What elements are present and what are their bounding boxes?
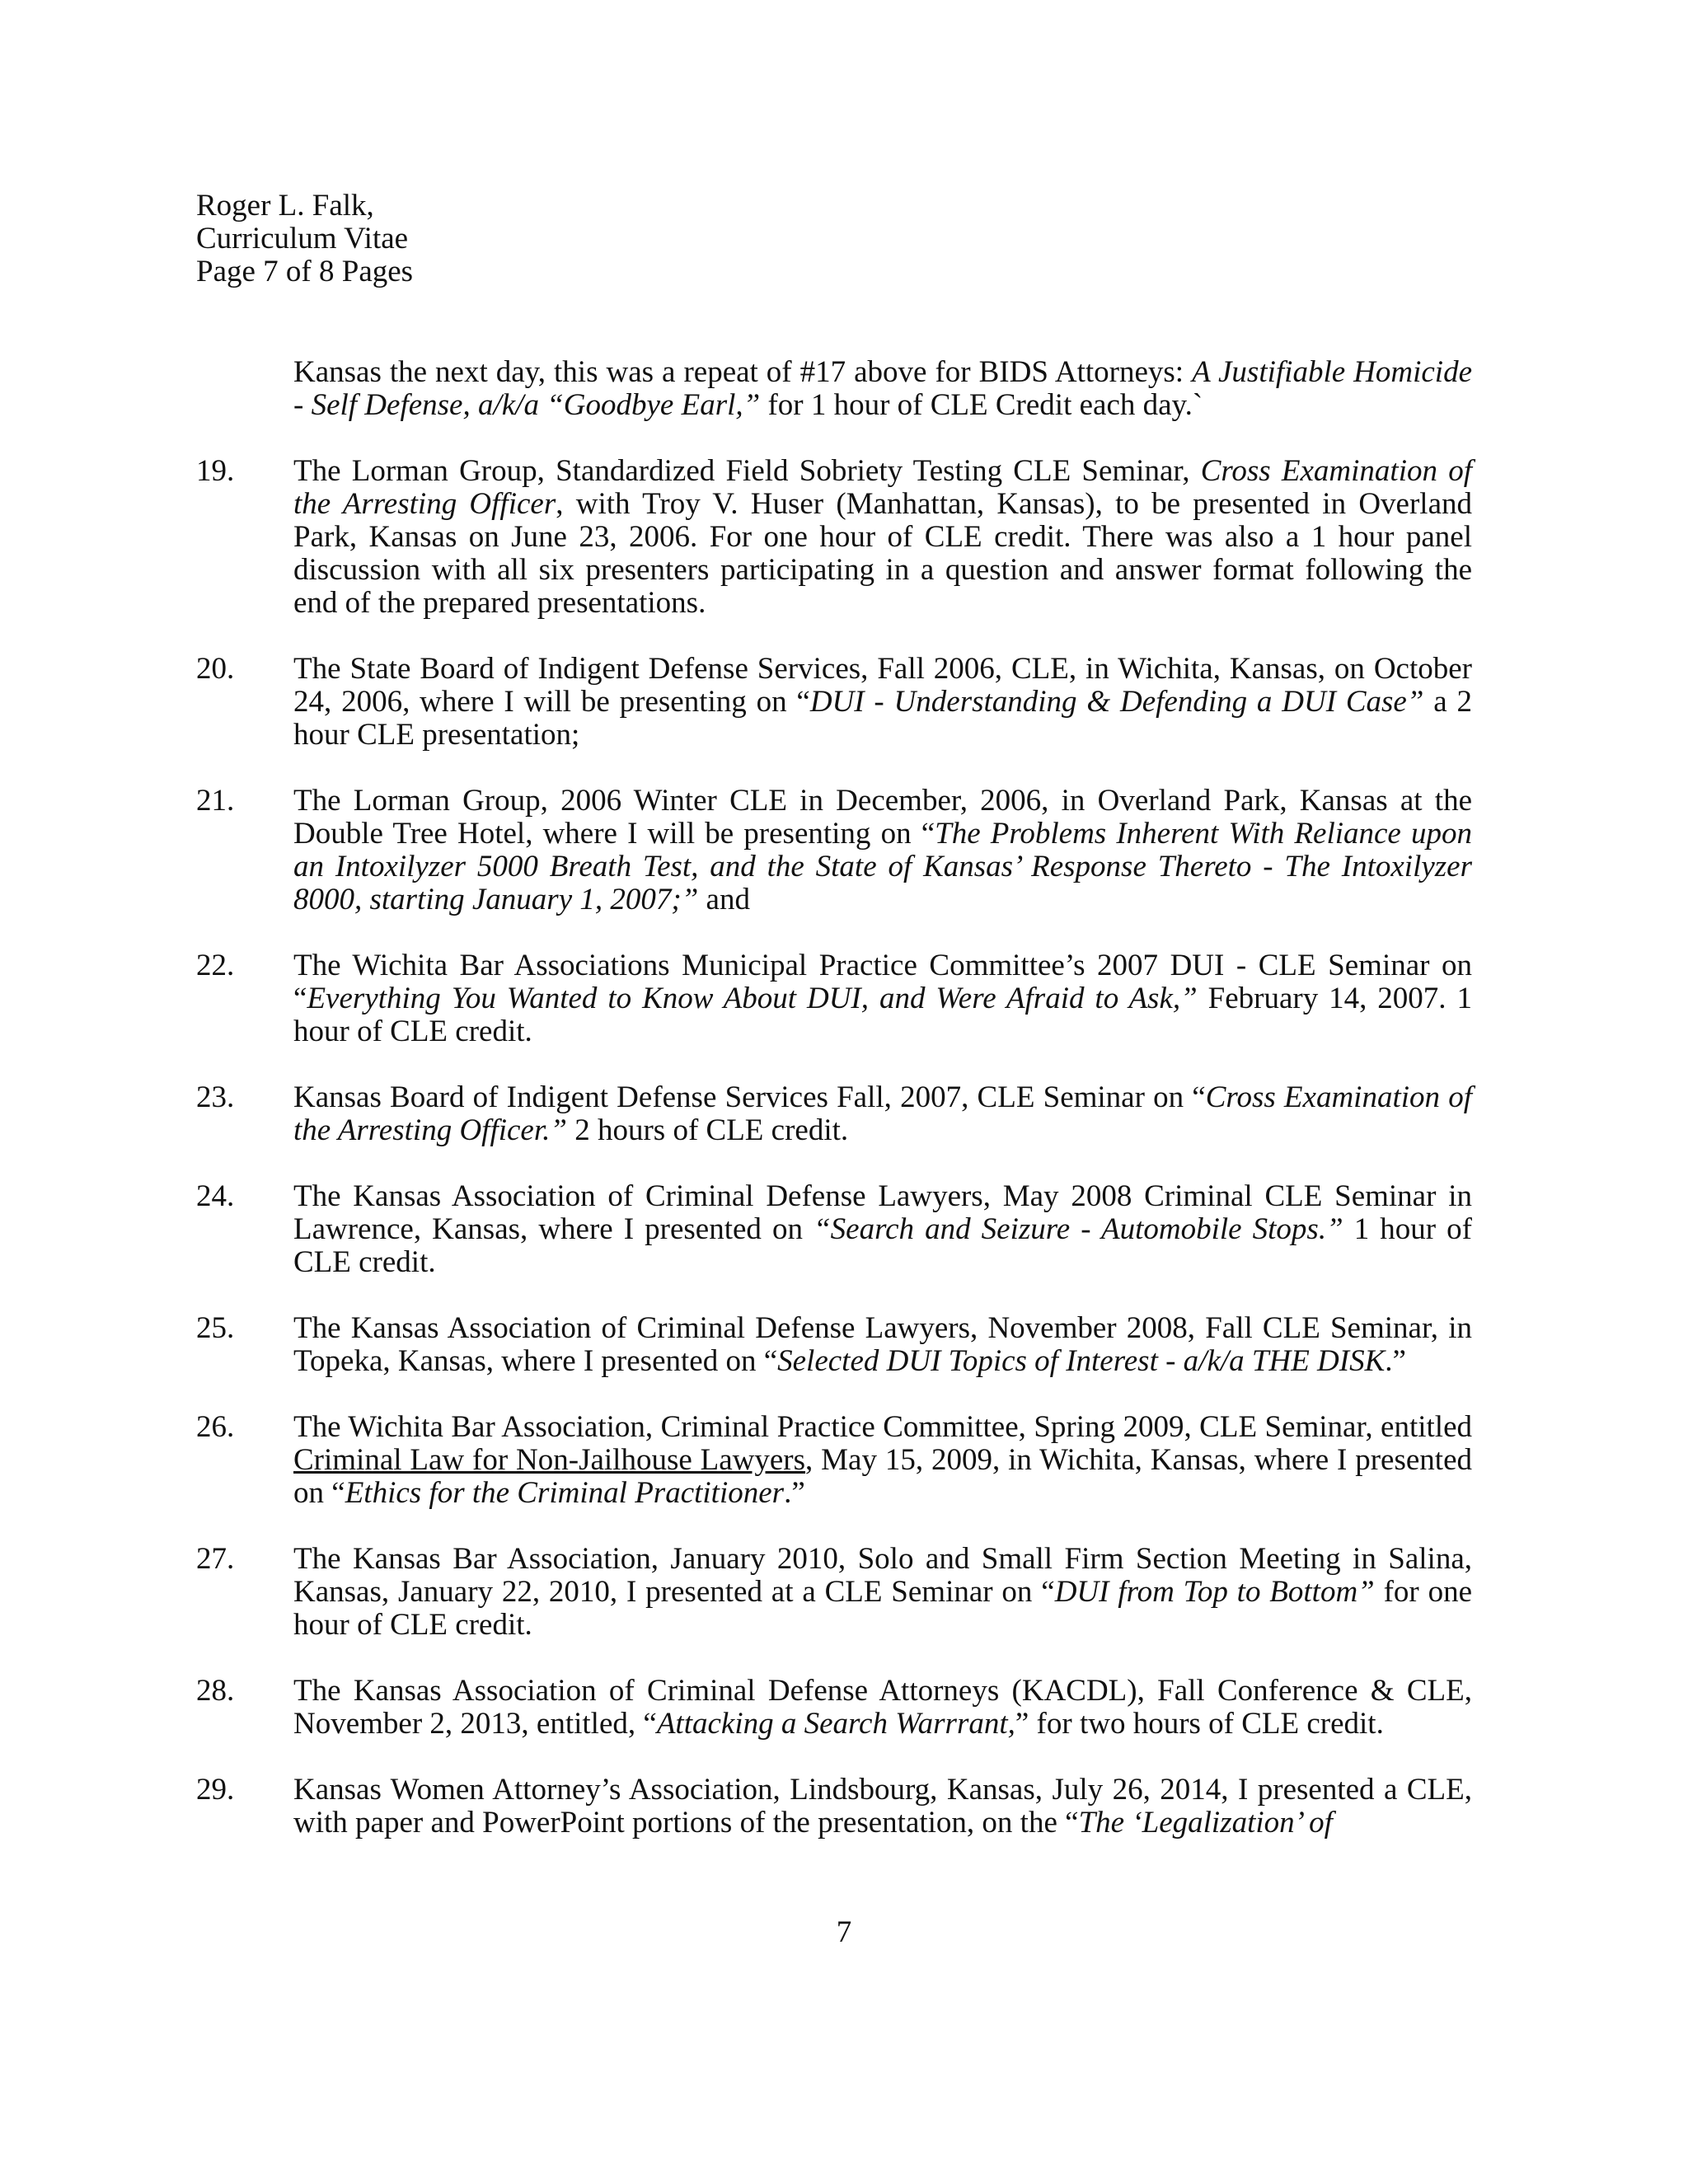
list-item (196, 949, 1472, 1048)
list-item (196, 1543, 1472, 1642)
list-item (196, 785, 1472, 916)
item-text-end: a 2 hour CLE presentation; (293, 685, 1472, 752)
header-page-count: Page 7 of 8 Pages (196, 255, 414, 288)
item-italic-title: Attacking a Search Warrrant, (656, 1707, 1015, 1741)
item-text-end: , with Troy V. Huser (Manhattan, Kansas), to be presented in Overland Park, Kansas on June 23, 2006. For one hour of CLE credit. There was also a 1 hour panel discussion with all six presenters participating in a question and answer format following the end of the prepared presentations. (293, 487, 1472, 620)
item-text: The Kansas Bar Association, January 2010, Solo and Small Firm Section Meeting in Salina, Kansas, January 22, 2010, I presented at a CLE Seminar on “ (293, 1542, 1472, 1609)
item-number: 24. (196, 1179, 235, 1213)
item-number: 19. (196, 454, 235, 488)
page-number: 7 (836, 1915, 852, 1949)
continuation-text: Kansas the next day, this was a repeat of #17 above for BIDS Attorneys: (293, 355, 1193, 389)
item-text: The Wichita Bar Association, Criminal Practice Committee, Spring 2009, CLE Seminar, entitled (293, 1410, 1472, 1444)
item-italic-title: Selected DUI Topics of Interest - a/k/a THE DISK (777, 1344, 1386, 1378)
item-italic-title: Everything You Wanted to Know About DUI, and Were Afraid to Ask,” (307, 982, 1198, 1015)
item-number: 25. (196, 1311, 235, 1345)
item-text-end: ” for two hours of CLE credit. (1015, 1707, 1384, 1741)
list-item (196, 455, 1472, 620)
item-text-end: 2 hours of CLE credit. (566, 1113, 849, 1147)
item-text: The Wichita Bar Associations Municipal Practice Committee’s 2007 DUI - CLE Seminar on “ (293, 949, 1472, 1015)
item-text-end: for one hour of CLE credit. (293, 1575, 1472, 1642)
item-italic-title: The ‘Legalization’ of (1078, 1806, 1333, 1840)
running-header (196, 190, 413, 288)
item-text: The State Board of Indigent Defense Services, Fall 2006, CLE, in Wichita, Kansas, on October 24, 2006, where I will be presenting on “ (293, 652, 1472, 719)
item-text: The Kansas Association of Criminal Defense Attorneys (KACDL), Fall Conference & CLE, November 2, 2013, entitled, “ (293, 1674, 1472, 1741)
continuation-italic-title: A Justifiable Homicide - Self Defense, a/k/a “Goodbye Earl,” (293, 355, 1472, 422)
header-title: Curriculum Vitae (196, 222, 409, 255)
item-text-end: February 14, 2007. 1 hour of CLE credit. (293, 982, 1472, 1048)
item-italic-title: “Search and Seizure - Automobile Stops.” (814, 1212, 1343, 1246)
item-italic-title: DUI from Top to Bottom” (1054, 1575, 1375, 1609)
document-body (196, 356, 1472, 1872)
list-item (196, 1411, 1472, 1510)
list-item (196, 1180, 1472, 1279)
list-item (196, 653, 1472, 752)
list-item (196, 1675, 1472, 1741)
item-italic-title: Cross Examination of the Arresting Officer (293, 454, 1472, 521)
continuation-paragraph (196, 356, 1472, 422)
item-number: 27. (196, 1542, 235, 1576)
item-text: Kansas Women Attorney’s Association, Lindsbourg, Kansas, July 26, 2014, I presented a CLE, with paper and PowerPoint portions of the presentation, on the “ (293, 1773, 1472, 1840)
item-text: The Kansas Association of Criminal Defense Lawyers, May 2008 Criminal CLE Seminar in Lawrence, Kansas, where I presented on (293, 1179, 1472, 1246)
continuation-text-end: for 1 hour of CLE Credit each day.` (760, 388, 1203, 422)
item-number: 23. (196, 1080, 235, 1114)
item-text: The Kansas Association of Criminal Defense Lawyers, November 2008, Fall CLE Seminar, in Topeka, Kansas, where I presented on “ (293, 1311, 1472, 1378)
item-number: 20. (196, 652, 235, 686)
item-text-end: .” (1385, 1344, 1406, 1378)
item-text: Kansas Board of Indigent Defense Services Fall, 2007, CLE Seminar on “ (293, 1080, 1206, 1114)
item-italic-title: DUI - Understanding & Defending a DUI Case” (809, 685, 1424, 719)
item-text: The Lorman Group, 2006 Winter CLE in December, 2006, in Overland Park, Kansas at the Double Tree Hotel, where I will be presenting on “ (293, 784, 1472, 851)
item-number: 22. (196, 949, 235, 982)
list-item (196, 1081, 1472, 1147)
item-number: 28. (196, 1674, 235, 1708)
list-item (196, 1774, 1472, 1840)
item-number: 21. (196, 784, 235, 818)
item-italic-title: Ethics for the Criminal Practitioner (345, 1476, 785, 1510)
item-number: 26. (196, 1410, 235, 1444)
list-item (196, 1312, 1472, 1378)
item-italic-title: Cross Examination of the Arresting Officer.” (293, 1080, 1472, 1147)
item-italic-title: The Problems Inherent With Reliance upon an Intoxilyzer 5000 Breath Test, and the State of Kansas’ Response Thereto - The Intoxilyzer 8000, starting January 1, 2007;” (293, 817, 1472, 916)
item-text-end: .” (784, 1476, 805, 1510)
item-text-end: and (698, 883, 750, 916)
item-text-middle: , May 15, 2009, in Wichita, Kansas, where I presented on “ (293, 1443, 1472, 1510)
header-name: Roger L. Falk, (196, 189, 374, 223)
item-number: 29. (196, 1773, 235, 1807)
item-text: The Lorman Group, Standardized Field Sobriety Testing CLE Seminar, (293, 454, 1201, 488)
item-underlined-title: Criminal Law for Non-Jailhouse Lawyers (293, 1443, 806, 1477)
item-text-end: 1 hour of CLE credit. (293, 1212, 1472, 1279)
